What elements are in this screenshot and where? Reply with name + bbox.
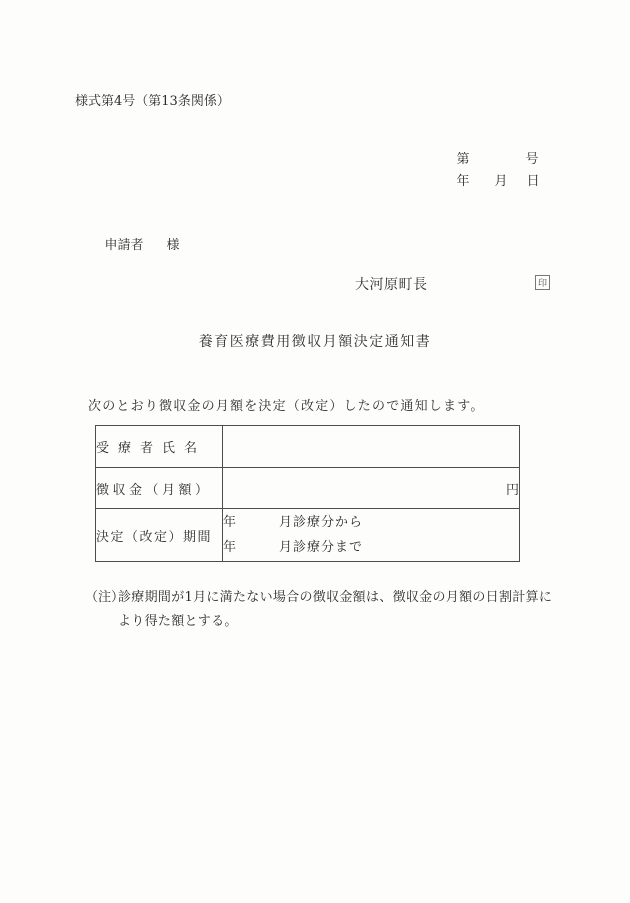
applicant-name-blank — [144, 248, 167, 249]
date-month-blank — [508, 184, 527, 185]
monthly-fee-label: 徴収金（月額） — [96, 468, 223, 509]
seal-mark: 印 — [535, 275, 550, 290]
recipient-name-value — [223, 426, 520, 468]
applicant-line — [88, 219, 180, 274]
decision-table — [95, 425, 520, 562]
doc-number-prefix: 第 — [456, 152, 470, 168]
issuer-name: 大河原町長 — [355, 277, 428, 293]
table-row-period — [96, 509, 520, 562]
period-to-line: 年 月診療分まで — [223, 540, 364, 555]
doc-date-line — [440, 155, 540, 210]
table-row-fee — [96, 468, 520, 509]
table-row-recipient — [96, 426, 520, 468]
date-day-label: 日 — [526, 174, 540, 190]
monthly-fee-value: 円 — [223, 468, 520, 509]
applicant-label: 申請者 — [104, 238, 144, 254]
footnote-marker: （注） — [85, 590, 125, 605]
footnote-line-1: 診療期間が1月に満たない場合の徴収金額は、徴収金の月額の日割計算に — [118, 590, 553, 605]
recipient-name-label: 受療者氏名 — [96, 426, 223, 468]
doc-number-suffix: 号 — [525, 152, 539, 168]
applicant-honorific: 様 — [166, 238, 180, 254]
decision-period-value — [223, 509, 520, 562]
footnote-line-2: より得た額とする。 — [118, 614, 238, 629]
footnote — [85, 586, 552, 634]
date-year-blank — [470, 184, 495, 185]
form-number: 様式第4号（第13条関係） — [75, 94, 230, 109]
body-sentence: 次のとおり徴収金の月額を決定（改定）したので通知します。 — [88, 399, 485, 414]
period-from-line: 年 月診療分から — [223, 515, 364, 530]
document-title: 養育医療費用徴収月額決定通知書 — [198, 334, 432, 350]
footnote-text — [118, 586, 552, 634]
date-month-label: 月 — [494, 174, 508, 190]
date-year-label: 年 — [456, 174, 470, 190]
decision-period-label: 決定（改定）期間 — [96, 509, 223, 562]
